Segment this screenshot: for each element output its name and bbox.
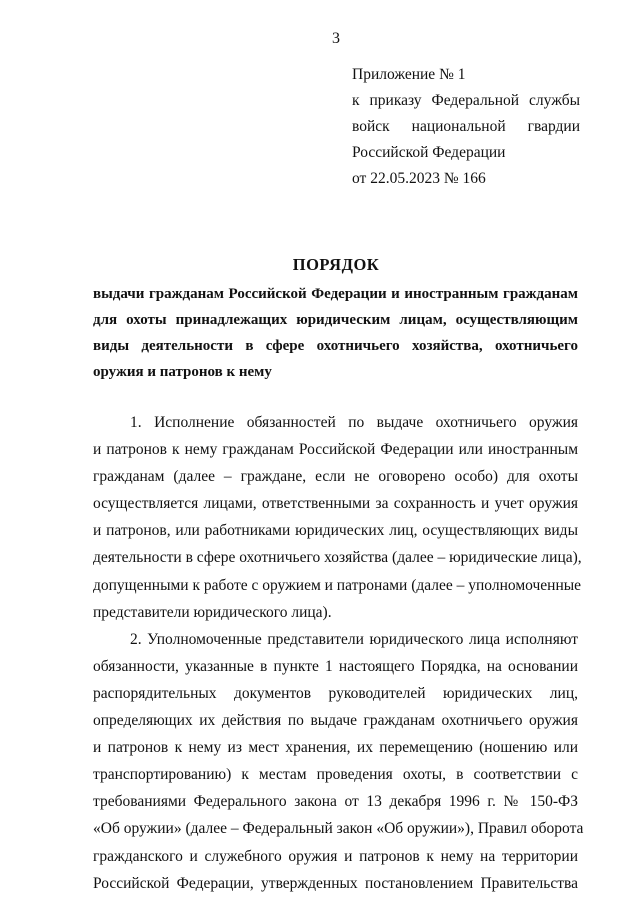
paragraph-2-line: гражданского и служебного оружия и патронов к нему на территории	[93, 847, 578, 865]
subtitle-line: выдачи гражданам Российской Федерации и иностранным гражданам	[93, 286, 578, 302]
paragraph-1-line: осуществляется лицами, ответственными за сохранность и учет оружия	[93, 495, 578, 513]
paragraph-1-line: представители юридического лица).	[93, 603, 332, 621]
paragraph-2-line: обязанности, указанные в пункте 1 настоящего Порядка, на основании	[93, 657, 578, 675]
document-subtitle	[93, 281, 578, 385]
paragraph-1-line: гражданам (далее – граждане, если не оговорено особо) для охоты	[93, 468, 578, 486]
document-title: ПОРЯДОК	[292, 255, 380, 274]
page-number: 3	[332, 30, 340, 47]
paragraph-1-line: допущенными к работе с оружием и патронами (далее – уполномоченные	[93, 576, 582, 594]
paragraph-2-line: «Об оружии» (далее – Федеральный закон «Об оружии»), Правил оборота	[93, 820, 584, 838]
subtitle-line: оружия и патронов к нему	[93, 364, 272, 380]
paragraph-2-line: Российской Федерации, утвержденных постановлением Правительства	[93, 874, 578, 892]
appendix-line: к приказу Федеральной службы	[352, 92, 580, 109]
appendix-line: Приложение № 1	[352, 66, 466, 83]
paragraph-1-line: и патронов к нему гражданам Российской Федерации или иностранным	[93, 441, 578, 459]
paragraph-1-line: деятельности в сфере охотничьего хозяйства (далее – юридические лица),	[93, 549, 582, 567]
subtitle-line: виды деятельности в сфере охотничьего хозяйства, охотничьего	[93, 338, 578, 354]
paragraph-2-line: требованиями Федерального закона от 13 декабря 1996 г. № 150-ФЗ	[93, 793, 578, 811]
subtitle-line: для охоты принадлежащих юридическим лицам, осуществляющим	[93, 312, 578, 328]
paragraph-1-line: и патронов, или работниками юридических лиц, осуществляющих виды	[93, 522, 578, 540]
paragraph-2-line: и патронов к нему из мест хранения, их перемещению (ношению или	[93, 739, 578, 757]
appendix-line: Российской Федерации	[352, 144, 506, 161]
paragraph-2-line: 2. Уполномоченные представители юридического лица исполняют	[130, 630, 578, 648]
paragraph-2-line: распорядительных документов руководителей юридических лиц,	[93, 684, 578, 702]
appendix-header	[352, 62, 580, 192]
paragraph-2-line: транспортированию) к местам проведения охоты, в соответствии с	[93, 766, 578, 784]
paragraph-1-line: 1. Исполнение обязанностей по выдаче охотничьего оружия	[130, 414, 578, 431]
appendix-line: войск национальной гвардии	[352, 118, 580, 135]
appendix-line: от 22.05.2023 № 166	[352, 170, 486, 187]
paragraph-2-line: определяющих их действия по выдаче гражданам охотничьего оружия	[93, 712, 578, 730]
document-body	[93, 409, 584, 897]
